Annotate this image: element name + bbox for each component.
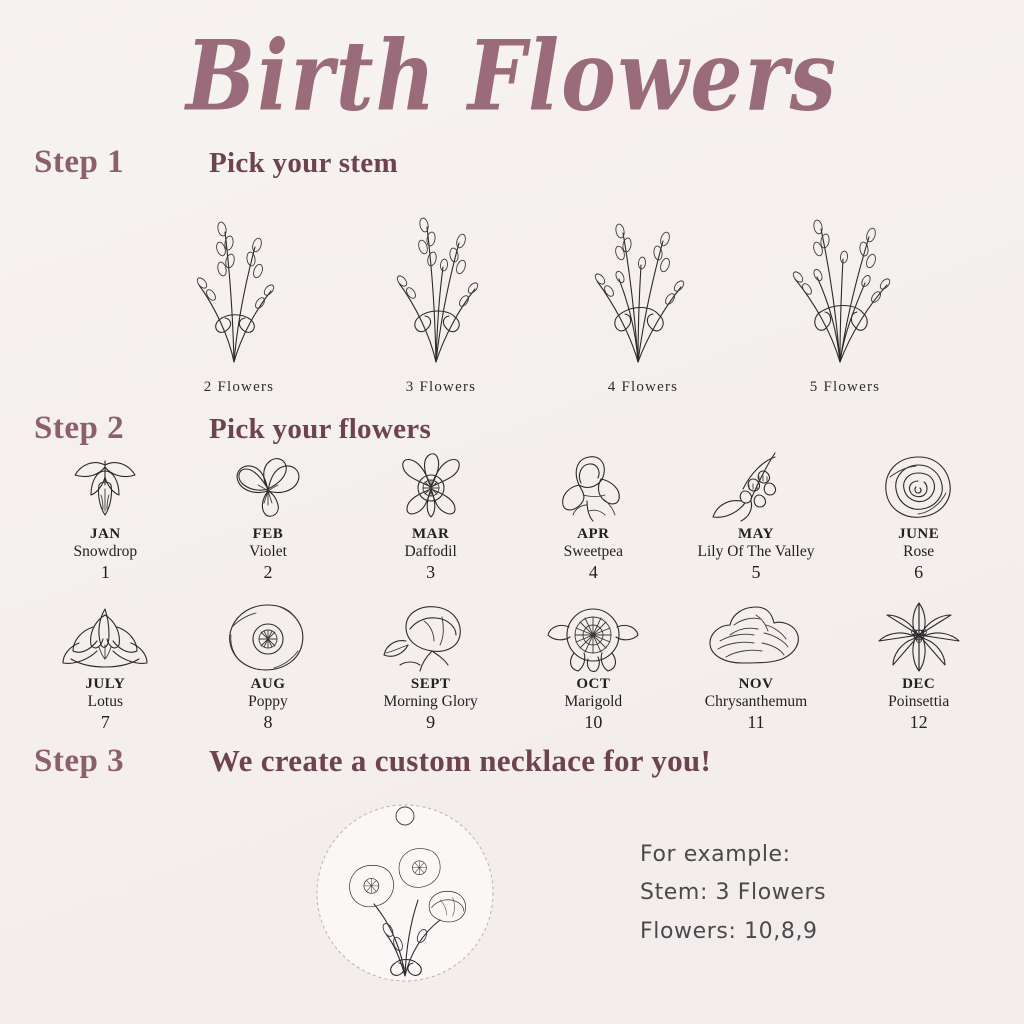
flower-month: APR bbox=[577, 526, 610, 542]
flower-options-row-1 bbox=[0, 451, 1024, 583]
rose-icon bbox=[839, 451, 998, 523]
flower-name: Snowdrop bbox=[73, 543, 138, 560]
stem-option-3[interactable] bbox=[361, 187, 521, 396]
lily-of-the-valley-icon bbox=[677, 451, 836, 523]
stem-2-caption: 2 Flowers bbox=[203, 379, 275, 395]
stem-option-4[interactable] bbox=[563, 187, 723, 396]
flower-month: DEC bbox=[902, 675, 936, 692]
flower-number: 7 bbox=[100, 711, 110, 732]
flower-month: MAR bbox=[412, 526, 450, 542]
flower-name: Violet bbox=[249, 543, 287, 560]
example-line-2: Stem: 3 Flowers bbox=[640, 880, 827, 906]
flower-option-aug[interactable] bbox=[187, 601, 350, 733]
flower-name: Lily Of The Valley bbox=[697, 543, 815, 560]
flower-option-june[interactable] bbox=[837, 451, 1000, 583]
flower-name: Sweetpea bbox=[563, 543, 624, 560]
flower-option-sept[interactable] bbox=[349, 601, 512, 733]
stem-3-icon bbox=[361, 187, 511, 377]
flower-option-apr[interactable] bbox=[512, 451, 675, 583]
flower-number: 6 bbox=[914, 561, 924, 582]
flower-number: 4 bbox=[588, 561, 598, 582]
page-title: Birth Flowers bbox=[186, 20, 838, 134]
flower-month: FEB bbox=[252, 526, 284, 542]
step-3-text: We create a custom necklace for you! bbox=[209, 742, 712, 778]
flower-name: Marigold bbox=[564, 692, 623, 710]
lotus-icon bbox=[26, 601, 185, 673]
chrysanthemum-icon bbox=[677, 601, 836, 673]
example-line-3: Flowers: 10,8,9 bbox=[640, 918, 818, 944]
result-preview bbox=[0, 788, 1024, 988]
step-2-heading bbox=[0, 410, 1024, 447]
flower-option-may[interactable] bbox=[675, 451, 838, 583]
flower-option-jan[interactable] bbox=[24, 451, 187, 583]
flower-option-mar[interactable] bbox=[349, 451, 512, 583]
stem-options bbox=[0, 187, 1024, 396]
flower-number: 3 bbox=[426, 561, 436, 582]
stem-4-caption: 4 Flowers bbox=[607, 379, 679, 395]
flower-name: Poinsettia bbox=[888, 692, 950, 710]
flower-option-oct[interactable] bbox=[512, 601, 675, 733]
flower-month: JUNE bbox=[898, 526, 940, 542]
stem-option-2[interactable] bbox=[159, 187, 319, 396]
flower-number: 11 bbox=[747, 711, 765, 732]
violet-icon bbox=[189, 451, 348, 523]
morning-glory-icon bbox=[351, 601, 510, 673]
marigold-icon bbox=[514, 601, 673, 673]
step-1-label: Step 1 bbox=[34, 144, 125, 180]
poppy-icon bbox=[189, 601, 348, 673]
step-2-text: Pick your flowers bbox=[209, 413, 432, 445]
pendant bbox=[300, 788, 510, 988]
flower-month: NOV bbox=[738, 675, 774, 692]
flower-name: Morning Glory bbox=[383, 692, 478, 710]
example-line-1: For example: bbox=[640, 841, 791, 867]
stem-5-caption: 5 Flowers bbox=[809, 379, 881, 395]
flower-month: AUG bbox=[250, 675, 286, 692]
stem-2-icon bbox=[159, 187, 309, 377]
flower-name: Rose bbox=[903, 543, 935, 560]
flower-month: SEPT bbox=[410, 675, 451, 692]
flower-month: OCT bbox=[576, 675, 611, 692]
flower-name: Daffodil bbox=[404, 543, 457, 560]
flower-number: 8 bbox=[263, 711, 273, 732]
flower-name: Lotus bbox=[87, 692, 123, 710]
step-3-heading bbox=[0, 743, 1024, 780]
stem-option-5[interactable] bbox=[765, 187, 925, 396]
flower-options-row-2 bbox=[0, 601, 1024, 733]
flower-number: 2 bbox=[263, 561, 273, 582]
flower-option-july[interactable] bbox=[24, 601, 187, 733]
flower-option-feb[interactable] bbox=[187, 451, 350, 583]
flower-number: 12 bbox=[909, 711, 928, 732]
flower-number: 5 bbox=[751, 561, 761, 582]
daffodil-icon bbox=[351, 451, 510, 523]
flower-number: 9 bbox=[426, 711, 436, 732]
flower-month: JULY bbox=[85, 675, 126, 692]
snowdrop-icon bbox=[26, 451, 185, 523]
flower-month: JAN bbox=[89, 526, 121, 542]
flower-month: MAY bbox=[738, 526, 774, 542]
poinsettia-icon bbox=[839, 601, 998, 673]
flower-option-dec[interactable] bbox=[837, 601, 1000, 733]
flower-number: 1 bbox=[100, 561, 110, 582]
step-2-label: Step 2 bbox=[34, 410, 125, 446]
sweetpea-icon bbox=[514, 451, 673, 523]
step-1-heading bbox=[0, 144, 1024, 181]
stem-3-caption: 3 Flowers bbox=[405, 379, 477, 395]
flower-number: 10 bbox=[584, 711, 603, 732]
necklace-pendant-icon bbox=[310, 788, 500, 988]
stem-5-icon bbox=[765, 187, 915, 377]
stem-4-icon bbox=[563, 187, 713, 377]
flower-option-nov[interactable] bbox=[675, 601, 838, 733]
step-1-text: Pick your stem bbox=[209, 147, 398, 179]
step-3-label: Step 3 bbox=[34, 742, 125, 779]
example-block bbox=[640, 836, 826, 952]
flower-name: Poppy bbox=[248, 692, 288, 710]
flower-name: Chrysanthemum bbox=[704, 692, 808, 710]
